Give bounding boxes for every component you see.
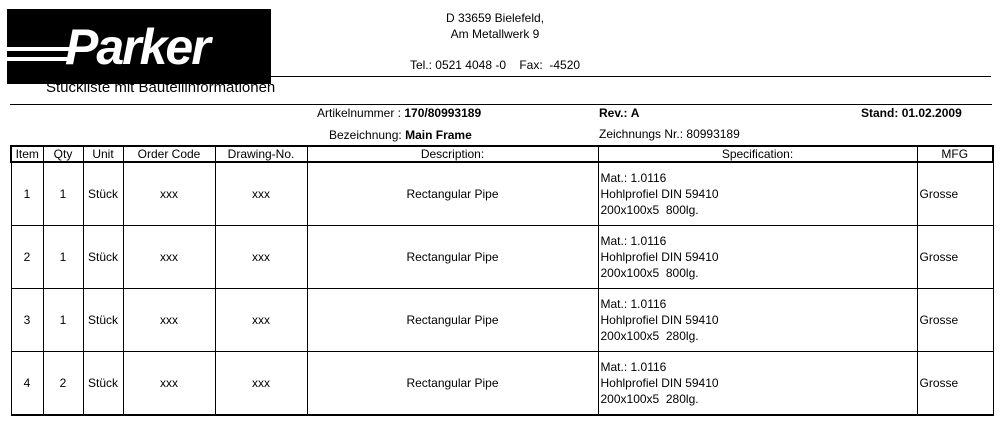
header-order-code: Order Code bbox=[123, 146, 215, 162]
spec-profile: Hohlprofiel DIN 59410 bbox=[600, 187, 719, 201]
spec-dimensions: 200x100x5 800lg. bbox=[600, 203, 699, 217]
cell-description: Rectangular Pipe bbox=[307, 289, 598, 352]
rev-label: Rev.: bbox=[599, 106, 628, 120]
spec-profile: Hohlprofiel DIN 59410 bbox=[600, 313, 719, 327]
cell-item: 1 bbox=[11, 162, 43, 226]
cell-order-code: xxx bbox=[123, 226, 215, 289]
cell-qty: 2 bbox=[43, 352, 83, 416]
cell-specification bbox=[598, 352, 917, 416]
cell-description: Rectangular Pipe bbox=[307, 352, 598, 416]
cell-mfg: Grosse bbox=[917, 162, 993, 226]
table-row bbox=[11, 289, 993, 352]
cell-unit: Stück bbox=[83, 162, 123, 226]
header-rule bbox=[271, 76, 991, 77]
cell-qty: 1 bbox=[43, 289, 83, 352]
rev-value: A bbox=[630, 106, 640, 120]
spec-material: Mat.: 1.0116 bbox=[600, 234, 667, 248]
table-header-row bbox=[11, 146, 993, 162]
cell-specification bbox=[598, 226, 917, 289]
cell-qty: 1 bbox=[43, 162, 83, 226]
document-title: Stückliste mit Bauteilinformationen bbox=[46, 79, 276, 96]
cell-order-code: xxx bbox=[123, 162, 215, 226]
cell-mfg: Grosse bbox=[917, 226, 993, 289]
cell-mfg: Grosse bbox=[917, 289, 993, 352]
cell-description: Rectangular Pipe bbox=[307, 162, 598, 226]
title-rule bbox=[10, 104, 992, 105]
cell-description: Rectangular Pipe bbox=[307, 226, 598, 289]
article-value: 170/80993189 bbox=[404, 106, 482, 120]
header-qty: Qty bbox=[43, 146, 83, 162]
logo-stripe bbox=[7, 57, 67, 61]
cell-drawing-no: xxx bbox=[215, 352, 307, 416]
header-item: Item bbox=[11, 146, 43, 162]
designation bbox=[329, 128, 472, 142]
cell-drawing-no: xxx bbox=[215, 162, 307, 226]
table-row bbox=[11, 162, 993, 226]
drawing-value: 80993189 bbox=[686, 127, 740, 141]
cell-unit: Stück bbox=[83, 352, 123, 416]
stand-label: Stand: bbox=[861, 106, 899, 120]
cell-item: 4 bbox=[11, 352, 43, 416]
table-row bbox=[11, 352, 993, 416]
spec-profile: Hohlprofiel DIN 59410 bbox=[600, 376, 719, 390]
spec-dimensions: 200x100x5 280lg. bbox=[600, 392, 699, 406]
phone-fax: Tel.: 0521 4048 -0 Fax: -4520 bbox=[409, 58, 581, 72]
parker-logo bbox=[7, 9, 271, 84]
spec-material: Mat.: 1.0116 bbox=[600, 360, 667, 374]
table-row bbox=[11, 226, 993, 289]
cell-specification bbox=[598, 289, 917, 352]
stand-value: 01.02.2009 bbox=[901, 106, 962, 120]
cell-qty: 1 bbox=[43, 226, 83, 289]
spec-material: Mat.: 1.0116 bbox=[600, 171, 667, 185]
header-mfg: MFG bbox=[917, 146, 993, 162]
revision bbox=[599, 106, 639, 120]
header-description: Description: bbox=[307, 146, 598, 162]
address-line-1: D 33659 Bielefeld, bbox=[445, 11, 545, 25]
stand-date bbox=[861, 106, 962, 120]
cell-mfg: Grosse bbox=[917, 352, 993, 416]
spec-profile: Hohlprofiel DIN 59410 bbox=[600, 250, 719, 264]
spec-dimensions: 200x100x5 800lg. bbox=[600, 266, 699, 280]
spec-dimensions: 200x100x5 280lg. bbox=[600, 329, 699, 343]
header-unit: Unit bbox=[83, 146, 123, 162]
article-label: Artikelnummer : bbox=[317, 106, 402, 120]
cell-drawing-no: xxx bbox=[215, 289, 307, 352]
article-number bbox=[317, 106, 481, 120]
address-line-2: Am Metallwerk 9 bbox=[450, 27, 540, 41]
spec-material: Mat.: 1.0116 bbox=[600, 297, 667, 311]
logo-text: Parker bbox=[65, 19, 209, 75]
header-specification: Specification: bbox=[598, 146, 917, 162]
cell-item: 2 bbox=[11, 226, 43, 289]
cell-item: 3 bbox=[11, 289, 43, 352]
cell-order-code: xxx bbox=[123, 352, 215, 416]
drawing-number bbox=[599, 127, 740, 141]
cell-drawing-no: xxx bbox=[215, 226, 307, 289]
cell-unit: Stück bbox=[83, 226, 123, 289]
cell-unit: Stück bbox=[83, 289, 123, 352]
designation-label: Bezeichnung: bbox=[329, 128, 402, 142]
drawing-label: Zeichnungs Nr.: bbox=[599, 127, 684, 141]
header-drawing-no: Drawing-No. bbox=[215, 146, 307, 162]
cell-order-code: xxx bbox=[123, 289, 215, 352]
cell-specification bbox=[598, 162, 917, 226]
designation-value: Main Frame bbox=[405, 128, 472, 142]
bom-table bbox=[10, 145, 994, 416]
